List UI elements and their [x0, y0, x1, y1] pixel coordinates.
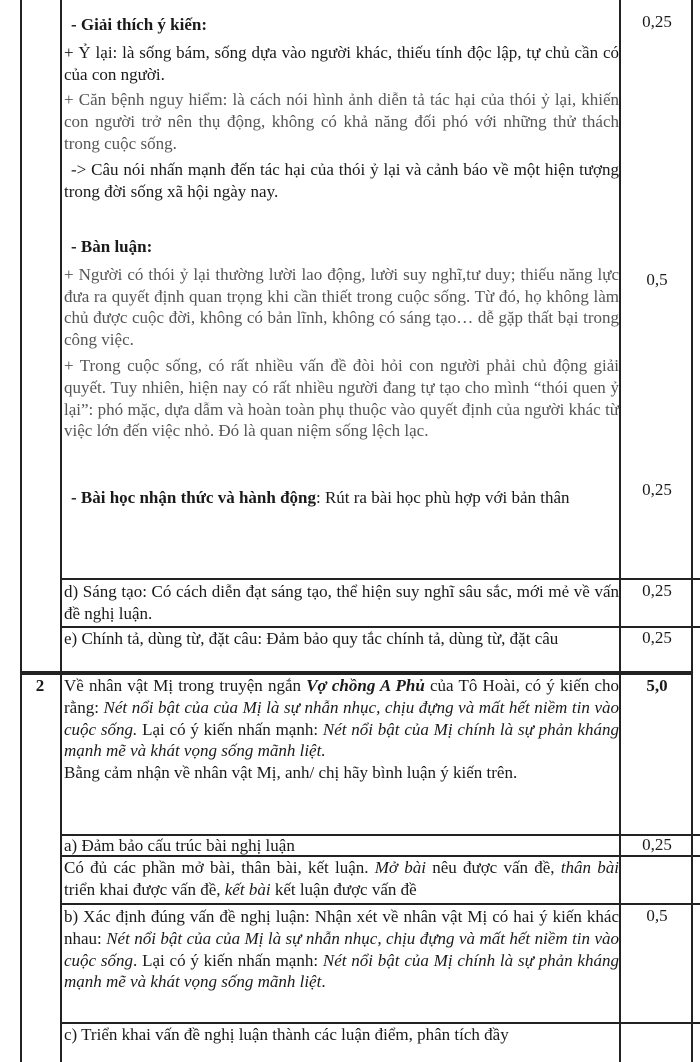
- discussion-point-1: + Người có thói ỷ lại thường lười lao động, lười suy nghĩ,tư duy; thiếu năng lực đưa ra quyết định quan trọng khi cần thiết trong cuộc sống. Từ đó, họ không làm chủ được cuộc đời, không có bản lĩnh, không có sáng tạo… dễ gặp thất bại trong công việc.: [64, 264, 619, 350]
- spelling-criterion: e) Chính tả, dùng từ, đặt câu: Đảm bảo quy tắc chính tả, dùng từ, đặt câu: [64, 629, 559, 648]
- issue-score: 0,5: [646, 906, 668, 925]
- lesson-label: - Bài học nhận thức và hành động: [71, 488, 316, 507]
- structure-detail-text: triển khai được vấn đề,: [64, 879, 225, 899]
- issue-criterion: [64, 906, 619, 993]
- explanation-score: 0,25: [642, 12, 672, 31]
- opinion-1: Nét nổi bật của của Mị là sự nhẫn nhục, chịu đựng và mất hết niềm tin vào cuộc sống.: [64, 697, 619, 739]
- discussion-score: 0,5: [646, 270, 668, 289]
- prompt-intro: Về nhân vật Mị trong truyện ngắn: [64, 676, 307, 695]
- work-title: Vợ chồng A Phủ: [306, 676, 425, 695]
- explanation-point-2: + Căn bệnh nguy hiểm: là cách nói hình ảnh diễn tả tác hại của thói ỷ lại, khiến con người trở nên thụ động, không có khả năng đối phó với những thử thách trong cuộc sống.: [64, 90, 619, 153]
- prompt-task: Bằng cảm nhận về nhân vật Mị, anh/ chị hãy bình luận ý kiến trên.: [64, 763, 518, 783]
- explanation-conclusion: -> Câu nói nhấn mạnh đến tác hại của thói ỷ lại và cảnh báo về một hiện tượng trong đời sống xã hội ngày nay.: [64, 159, 619, 201]
- explanation-point-1: + Ỷ lại: là sống bám, sống dựa vào người khác, thiếu tính độc lập, tự chủ cần có của con người.: [64, 42, 619, 84]
- prompt-intro-continued: của Tô Hoài, có ý kiến cho rằng:: [64, 676, 619, 717]
- structure-detail-body: thân bài: [560, 858, 620, 877]
- issue-text: . Lại có ý kiến nhấn mạnh:: [133, 950, 323, 970]
- structure-detail-intro: Mở bài: [374, 858, 426, 877]
- issue-text: b) Xác định đúng vấn đề nghị luận: Nhận xét về nhân vật Mị có hai ý kiến khác nhau:: [64, 907, 619, 948]
- table-border-left: [20, 0, 22, 1062]
- issue-opinion-2: Nét nổi bật của Mị chính là sự phản kháng mạnh mẽ và khát vọng sống mãnh liệt: [64, 950, 619, 992]
- lesson-score: 0,25: [642, 480, 672, 499]
- issue-text: .: [321, 972, 326, 992]
- structure-detail-conclusion: kết bài: [224, 879, 271, 899]
- prompt-intro-second: Lại có ý kiến nhấn mạnh:: [137, 719, 323, 739]
- row-divider: [60, 578, 700, 580]
- explanation-block: [64, 14, 619, 206]
- structure-criterion: a) Đảm bảo cấu trúc bài nghị luận: [64, 836, 295, 855]
- question-number: 2: [35, 676, 45, 695]
- question-2-prompt: [64, 675, 619, 788]
- structure-detail: [64, 857, 619, 901]
- structure-score: 0,25: [642, 835, 672, 854]
- row-divider: [60, 903, 700, 905]
- opinion-2: Nét nổi bật của Mị chính là sự phản kháng mạnh mẽ và khát vọng sống mãnh liệt.: [64, 719, 619, 761]
- issue-opinion-1: Nét nổi bật của của Mị là sự nhẫn nhục, chịu đựng và mất hết niềm tin vào cuộc sống: [64, 928, 619, 970]
- explanation-heading: - Giải thích ý kiến:: [71, 15, 208, 34]
- discussion-heading: - Bàn luận:: [71, 237, 153, 256]
- structure-detail-text: Có đủ các phần mở bài, thân bài, kết luận.: [64, 858, 375, 877]
- discussion-block: [64, 236, 619, 446]
- develop-criterion: c) Triển khai vấn đề nghị luận thành các luận điểm, phân tích đầy: [64, 1025, 509, 1044]
- discussion-point-2: + Trong cuộc sống, có rất nhiều vấn đề đòi hỏi con người phải chủ động giải quyết. Tuy nhiên, hiện nay có rất nhiều người đang tự tạo cho mình “thói quen ỷ lại”: phó mặc, dựa dẫm và hoàn toàn phụ thuộc vào quyết định của người khác từ việc lớn đến việc nhỏ. Đó là quan niệm sống lệch lạc.: [64, 355, 619, 441]
- spelling-score: 0,25: [642, 628, 672, 647]
- structure-detail-text: kết luận được vấn đề: [270, 879, 417, 899]
- lesson-text: : Rút ra bài học phù hợp với bản thân: [315, 488, 570, 507]
- structure-detail-text: nêu được vấn đề,: [425, 858, 561, 877]
- lesson-block: [64, 487, 619, 513]
- creativity-criterion: d) Sáng tạo: Có cách diễn đạt sáng tạo, thể hiện suy nghĩ sâu sắc, mới mẻ về vấn đề nghị luận.: [64, 582, 619, 623]
- creativity-score: 0,25: [642, 581, 672, 600]
- question-2-score: 5,0: [646, 676, 668, 695]
